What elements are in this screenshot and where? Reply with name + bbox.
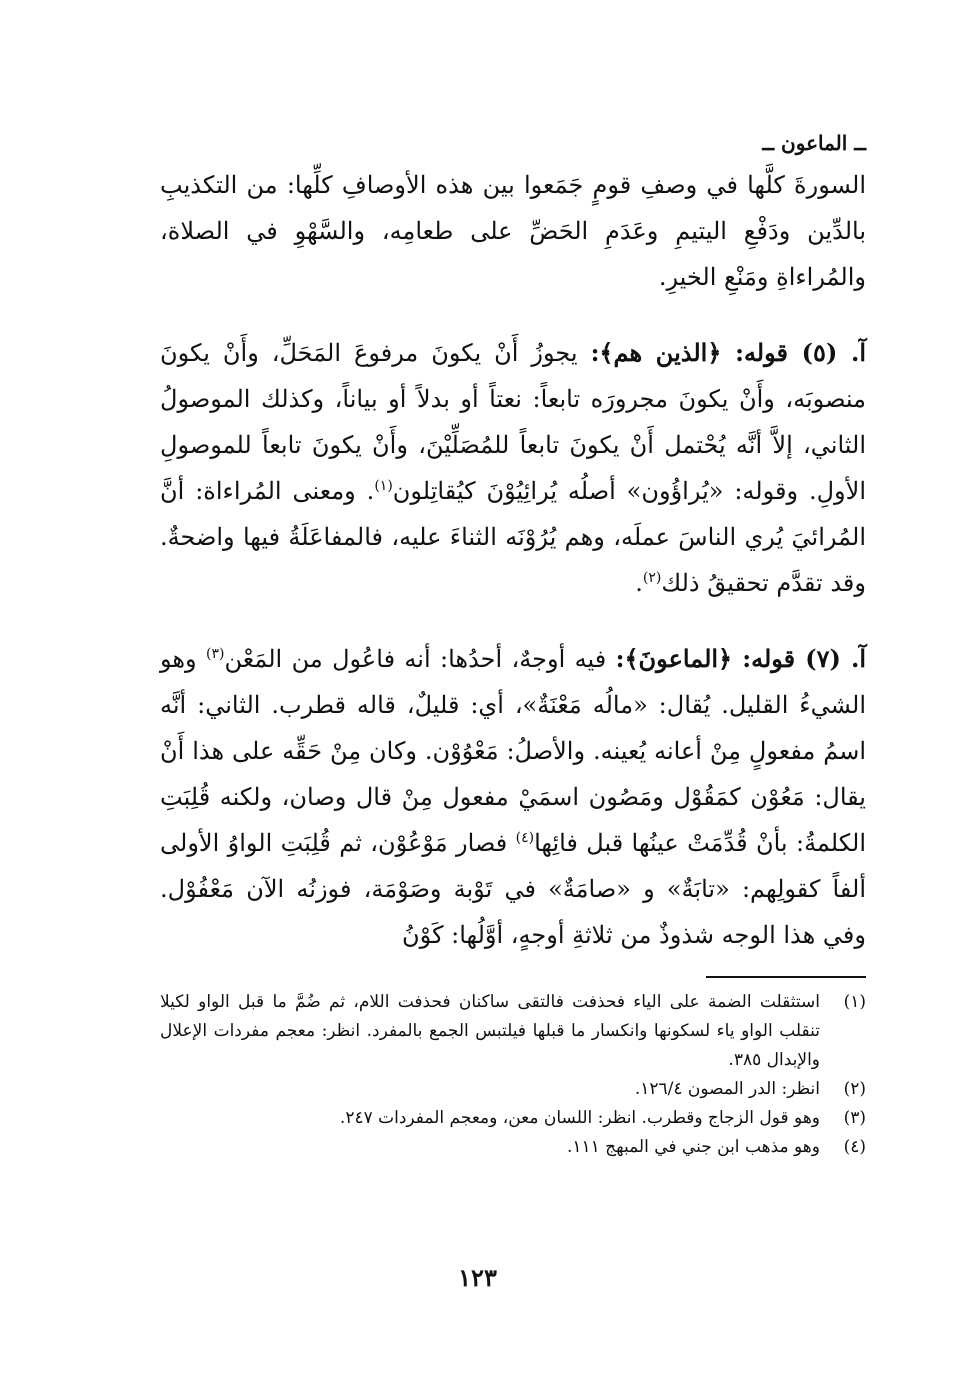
paragraph-2-end: . [635,569,643,597]
paragraph-1: السورةَ كلَّها في وصفِ قومٍ جَمَعوا بين هذه الأوصافِ كلِّها: من التكذيبِ بالدِّين ودَفْعِ اليتيمِ وعَدَمِ الحَضِّ على طعامِه، والسَّهْوِ في الصلاة، والمُراءاةِ ومَنْعِ الخيرِ. [160,171,866,291]
paragraph-3-text: فيه أوجهٌ، أحدُها: أنه فاعُول من المَعْن [224,645,616,673]
footnote-3 [160,1104,866,1133]
footnotes [160,988,866,1162]
footnote-marker-1: (١) [374,478,393,494]
paragraph-2-text-2: . ومعنى المُراءاة: أنَّ المُرائيَ يُري الناسَ عملَه، وهم يُرُوْنَه الثناءَ عليه، فالمفاعَلَةُ فيها واضحةٌ. وقد تقدَّم تحقيقُ ذلك [160,477,867,597]
footnote-divider [706,976,866,978]
paragraph-2 [160,330,866,606]
footnote-marker-3: (٣) [206,646,225,662]
footnote-number: (٣) [843,1108,866,1128]
footnote-text: وهو قول الزجاج وقطرب. انظر: اللسان معن، ومعجم المفردات ٢٤٧. [339,1108,820,1128]
footnote-marker-4: (٤) [515,830,535,846]
running-header: ــ الماعون ــ [762,131,866,155]
footnote-text: وهو مذهب ابن جني في المبهج ١١١. [566,1137,820,1157]
footnote-4 [160,1133,866,1162]
paragraph-3-text-3: فصار مَوْعُوْن، ثم قُلِبَتِ الواوُ الأولى ألفاً كقولِهم: «تابَةٌ» و «صامَةٌ» في تَوْبة وصَوْمَة، فوزنُه الآن مَعْفُوْل. وفي هذا الوجه شذوذٌ من ثلاثةِ أوجهٍ، أوَّلُها: كَوْنُ [160,829,866,949]
footnote-number: (١) [843,992,866,1012]
verse-reference-5: آ. (٥) قوله: ﴿الذين هم﴾: [590,338,867,367]
footnote-number: (٤) [843,1137,866,1157]
paragraph-3 [160,636,866,958]
verse-reference-7: آ. (٧) قوله: ﴿الماعونَ﴾: [615,644,866,673]
paragraph-2-text: يجوزُ أَنْ يكونَ مرفوعَ المَحَلِّ، وأَنْ يكونَ منصوبَه، وأَنْ يكونَ مجرورَه تابعاً: نعتاً أو بدلاً أو بياناً، وكذلك الموصولُ الثاني، إلاَّ أنَّه يُحْتمل أَنْ يكونَ تابعاً للمُصَلِّيْنَ، وأَنْ يكونَ تابعاً للموصولِ الأولِ. وقوله: «يُراؤُون» أصلُه يُرائِيُوْنَ كيُقاتِلون [160,339,866,505]
footnote-marker-2: (٢) [642,570,662,586]
footnote-text: انظر: الدر المصون ١٢٦/٤. [634,1079,820,1099]
footnote-2 [160,1075,866,1104]
footnote-1 [160,988,866,1075]
footnote-number: (٢) [843,1079,866,1099]
footnote-text: استثقلت الضمة على الياء فحذفت فالتقى ساكنان فحذفت اللام، ثم ضُمَّ ما قبل الواو لكيلا تنقلب الواو ياء لسكونها وانكسار ما قبلها فيلتبس الجمع بالمفرد. انظر: معجم مفردات الإعلال والإبدال ٣٨٥. [160,992,820,1070]
page-number: ١٢٣ [458,1263,497,1292]
paragraph-3-text-2: وهو الشيءُ القليل. يُقال: «مالُه مَعْنَةٌ»، أي: قليلٌ، قاله قطرب. الثاني: أنَّه اسمُ مفعولٍ مِنْ أعانه يُعينه. والأصلُ: مَعْوُوْن. وكان مِنْ حَقِّه على هذا أَنْ يقال: مَعُوْن كمَقُوْل ومَصُون اسمَيْ مفعول مِنْ قال وصان، ولكنه قُلِبَتِ الكلمةُ: بأنْ قُدِّمَتْ عينُها قبل فائِها [160,645,866,857]
page-body [160,128,866,1162]
